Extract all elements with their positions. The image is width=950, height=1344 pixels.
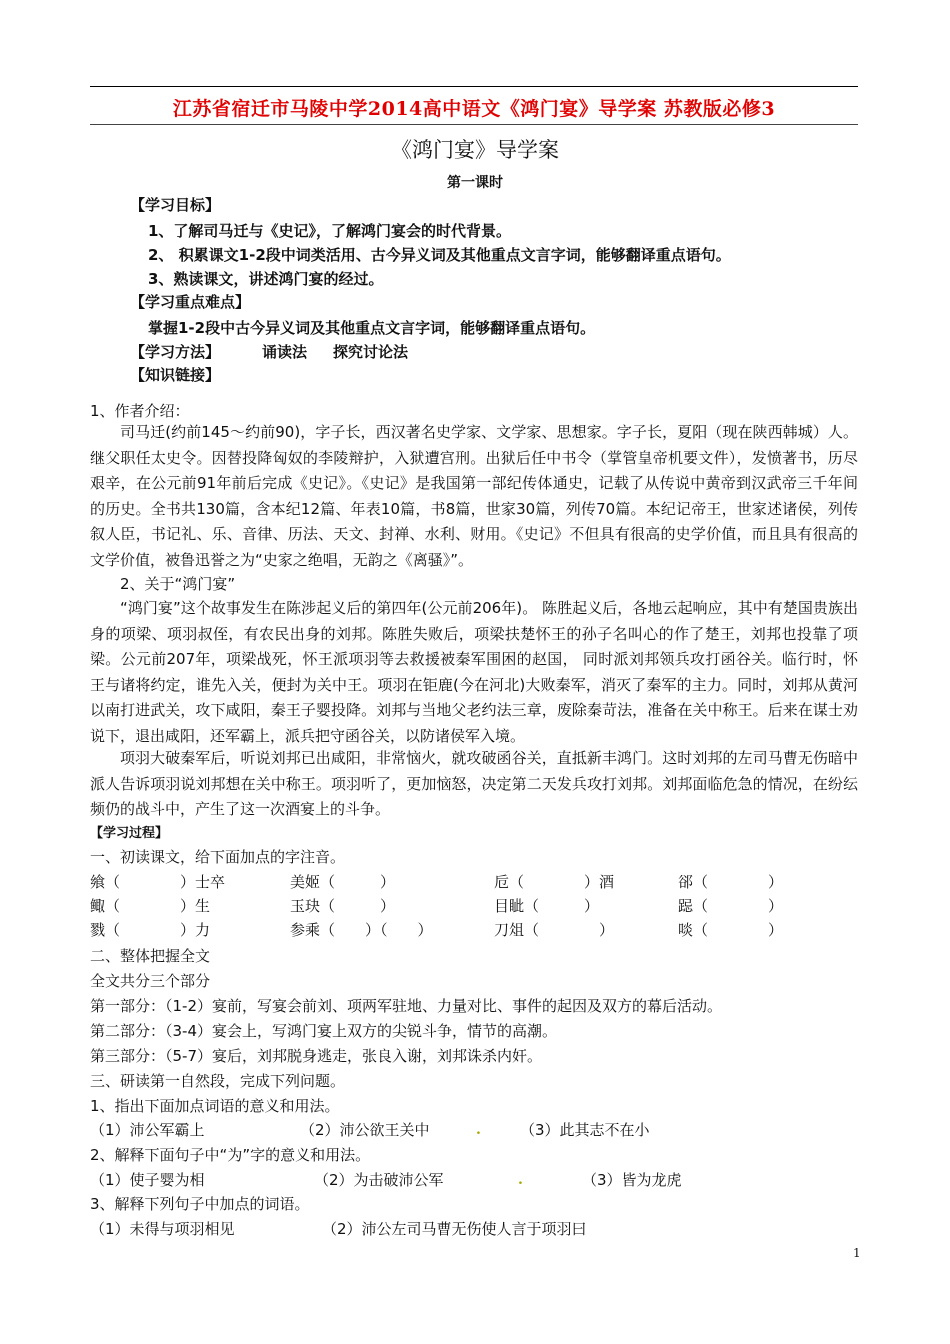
document-title: 江苏省宿迁市马陵中学2014高中语文《鸿门宴》导学案 苏教版必修3 bbox=[172, 98, 776, 120]
pinyin-cell: 美姬（ ） bbox=[290, 873, 396, 891]
section-3-title: 三、研读第一自然段，完成下列问题。 bbox=[90, 1072, 346, 1090]
pinyin-cell: 鲰（ ）生 bbox=[90, 897, 211, 915]
question-1-item: （1）沛公军霸上 bbox=[90, 1121, 205, 1139]
pinyin-cell: 飨（ ）士卒 bbox=[90, 873, 226, 891]
part-2: 第二部分：（3-4）宴会上，写鸿门宴上双方的尖锐斗争，情节的高潮。 bbox=[90, 1022, 558, 1040]
section-2-title: 二、整体把握全文 bbox=[90, 947, 211, 965]
goal-item-1: 1、了解司马迁与《史记》，了解鸿门宴会的时代背景。 bbox=[148, 222, 511, 240]
methods-heading: 【学习方法】 bbox=[130, 343, 221, 361]
key-points-heading: 【学习重点难点】 bbox=[130, 293, 251, 311]
key-points-text: 掌握1-2段中古今异义词及其他重点文言字词，能够翻译重点语句。 bbox=[148, 319, 596, 337]
part-3: 第三部分：（5-7）宴后，刘邦脱身逃走，张良入谢，刘邦诛杀内奸。 bbox=[90, 1047, 543, 1065]
mark-dot: . bbox=[476, 1122, 481, 1138]
question-2-item: （3）皆为龙虎 bbox=[582, 1171, 682, 1189]
links-heading: 【知识链接】 bbox=[130, 366, 221, 384]
section-1-title: 一、初读课文，给下面加点的字注音。 bbox=[90, 848, 346, 866]
question-2-item: （2）为击破沛公军 bbox=[314, 1171, 444, 1189]
goal-item-2: 2、 积累课文1-2段中词类活用、古今异义词及其他重点文言字词，能够翻译重点语句。 bbox=[148, 246, 731, 264]
question-3-item: （2）沛公左司马曹无伤使人言于项羽曰 bbox=[322, 1220, 587, 1238]
question-1: 1、指出下面加点词语的意义和用法。 bbox=[90, 1097, 340, 1115]
main-title: 《鸿门宴》导学案 bbox=[391, 138, 559, 162]
about-paragraph-2: 项羽大破秦军后，听说刘邦已出咸阳，非常恼火，就攻破函谷关，直抵新丰鸿门。这时刘邦的左司马曹无伤暗中派人告诉项羽说刘邦想在关中称王。项羽听了，更加恼怒，决定第二天发兵攻打刘邦。刘邦面临危急的情况，在纷纭频仍的战斗中，产生了这一次酒宴上的斗争。 bbox=[90, 749, 858, 818]
pinyin-cell: 跽（ ） bbox=[678, 897, 784, 915]
method-2: 探究讨论法 bbox=[333, 343, 409, 361]
pinyin-row bbox=[90, 895, 858, 917]
question-3-item: （1）未得与项羽相见 bbox=[90, 1220, 235, 1238]
section-2-subtitle: 全文共分三个部分 bbox=[90, 972, 211, 990]
part-1: 第一部分：（1-2）宴前，写宴会前刘、项两军驻地、力量对比、事件的起因及双方的幕后活动。 bbox=[90, 997, 723, 1015]
page-number: 1 bbox=[853, 1246, 861, 1260]
author-label: 1、作者介绍： bbox=[90, 402, 190, 420]
about-paragraph-1: “鸿门宴”这个故事发生在陈涉起义后的第四年(公元前206年)。 陈胜起义后，各地云起响应，其中有楚国贵族出身的项梁、项羽叔侄，有农民出身的刘邦。陈胜失败后，项梁扶楚怀王的孙子名叫心的作了楚王，刘邦也投靠了项梁。公元前207年，项梁战死，怀王派项羽等去救援被秦军围困的赵国， 同时派刘邦领兵攻打函谷关。临行时，怀王与诸将约定，谁先入关，便封为关中王。项羽在钜鹿(今在河北)大败秦军，消灭了秦军的主力。同时，刘邦从黄河以南打进武关，攻下咸阳，秦王子婴投降。刘邦与当地父老约法三章，废除秦苛法，准备在关中称王。后来在谋士劝说下，退出咸阳，还军霸上，派兵把守函谷关，以防诸侯军入境。 bbox=[90, 599, 858, 745]
question-1-item: （2）沛公欲王关中 bbox=[300, 1121, 430, 1139]
question-2-item: （1）使子婴为相 bbox=[90, 1171, 205, 1189]
pinyin-cell: 戮（ ）力 bbox=[90, 921, 211, 939]
process-heading: 【学习过程】 bbox=[90, 826, 169, 841]
title-underline bbox=[90, 124, 858, 125]
pinyin-cell: 郤（ ） bbox=[678, 873, 784, 891]
author-paragraph: 司马迁(约前145～约前90)，字子长，西汉著名史学家、文学家、思想家。字子长，夏阳（现在陕西韩城）人。继父职任太史令。因替投降匈奴的李陵辩护，入狱遭宫刑。出狱后任中书令（掌管皇帝机要文件），发愤著书，历尽艰辛，在公元前91年前后完成《史记》。《史记》是我国第一部纪传体通史，记载了从传说中黄帝到汉武帝三千年间的历史。全书共130篇，含本纪12篇、年表10篇，书8篇，世家30篇，列传70篇。本纪记帝王，世家述诸侯，列传叙人臣，书记礼、乐、音律、历法、天文、封禅、水利、财用。《史记》不但具有很高的史学价值，而且具有很高的文学价值，被鲁迅誉之为“史家之绝唱，无韵之《离骚》”。 bbox=[90, 423, 858, 569]
question-3: 3、解释下列句子中加点的词语。 bbox=[90, 1195, 310, 1213]
pinyin-cell: 刀俎（ ） bbox=[494, 921, 615, 939]
about-label: 2、关于“鸿门宴” bbox=[120, 575, 236, 593]
question-1-item: （3）此其志不在小 bbox=[520, 1121, 650, 1139]
top-rule bbox=[90, 86, 858, 87]
pinyin-cell: 啖（ ） bbox=[678, 921, 784, 939]
method-1: 诵读法 bbox=[262, 343, 308, 361]
mark-dot: . bbox=[518, 1172, 523, 1188]
lesson-label: 第一课时 bbox=[447, 175, 503, 191]
pinyin-row bbox=[90, 871, 858, 893]
goal-item-3: 3、熟读课文，讲述鸿门宴的经过。 bbox=[148, 270, 384, 288]
pinyin-cell: 参乘（ ）（ ） bbox=[290, 921, 433, 939]
pinyin-cell: 目眦（ ） bbox=[494, 897, 600, 915]
question-2: 2、解释下面句子中“为”字的意义和用法。 bbox=[90, 1146, 371, 1164]
pinyin-cell: 卮（ ）酒 bbox=[494, 873, 615, 891]
goals-heading: 【学习目标】 bbox=[130, 196, 221, 214]
pinyin-row bbox=[90, 919, 858, 941]
pinyin-cell: 玉玦（ ） bbox=[290, 897, 396, 915]
